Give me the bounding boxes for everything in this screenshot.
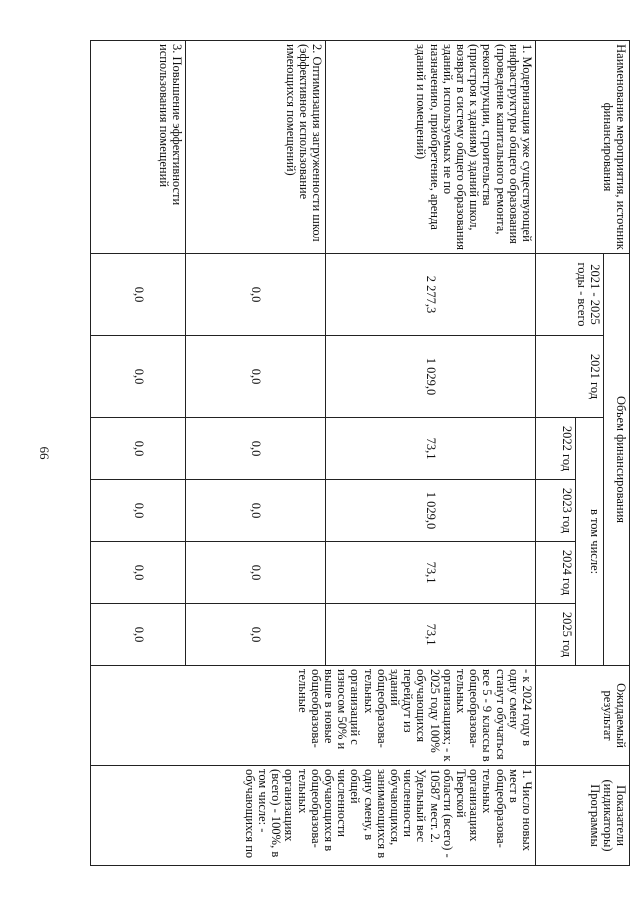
row-3-2023: 0,0 (91, 480, 186, 542)
header-funding: Объем финансирования (604, 254, 630, 666)
row-1-2024: 73,1 (326, 542, 536, 604)
rotated-table-container (90, 40, 630, 865)
row-3-2021: 0,0 (91, 336, 186, 418)
row-2-2024: 0,0 (186, 542, 326, 604)
header-2025: 2025 год (536, 604, 576, 666)
program-indicators: 1. Число новых мест в общеобразова-тельных организациях Тверской области (всего) - 10587 мест. 2. Удельный вес численности обучающихся, занимающихся в одну смену, в общей численности обучающихся в общеобразова-тельных организациях (всего) - 100%, в том числе: - обучающихся по (91, 766, 536, 866)
row-2-2021: 0,0 (186, 336, 326, 418)
row-2-2025: 0,0 (186, 604, 326, 666)
row-3-total: 0,0 (91, 254, 186, 336)
row-1-2023: 1 029,0 (326, 480, 536, 542)
row-1-2021: 1 029,0 (326, 336, 536, 418)
row-3-2024: 0,0 (91, 542, 186, 604)
row-2-total: 0,0 (186, 254, 326, 336)
header-2024: 2024 год (536, 542, 576, 604)
row-2-2023: 0,0 (186, 480, 326, 542)
page-number: 66 (37, 446, 52, 460)
header-including: в том числе: (576, 418, 604, 666)
funding-table (90, 40, 630, 866)
row-1-2025: 73,1 (326, 604, 536, 666)
row-3-2025: 0,0 (91, 604, 186, 666)
row-2-2022: 0,0 (186, 418, 326, 480)
row-3-name: 3. Повышение эффективности использования помещений (91, 41, 186, 254)
expected-result: - к 2024 году в одну смену станут обучаться все 5 - 9 классы в общеобразова-тельных организациях; - к 2025 году 100% обучающихся перейдут из зданий общеобразова-тельных организаций с износом 50% и выше в новые общеобразова-тельные (91, 666, 536, 766)
header-2022: 2022 год (536, 418, 576, 480)
row-3-2022: 0,0 (91, 418, 186, 480)
row-1-total: 2 277,3 (326, 254, 536, 336)
row-1-2022: 73,1 (326, 418, 536, 480)
header-result: Ожидаемый результат (536, 666, 630, 766)
header-total: 2021 - 2025 годы - всего (536, 254, 604, 336)
header-indicators: Показатели (индикаторы) Программы (536, 766, 630, 866)
row-2-name: 2. Оптимизация загруженности школ (эффективное использование имеющихся помещений) (186, 41, 326, 254)
header-name: Наименование мероприятия, источник финансирования (536, 41, 630, 254)
row-1-name: 1. Модернизация уже существующей инфраструктуры общего образования (проведение капитального ремонта, реконструкции, строительства (пристроя к зданиям) зданий школ, возврат в систему общего образования зданий, используемых не по назначению, приобретение, аренда зданий и помещений) (326, 41, 536, 254)
header-2021: 2021 год (536, 336, 604, 418)
header-2023: 2023 год (536, 480, 576, 542)
